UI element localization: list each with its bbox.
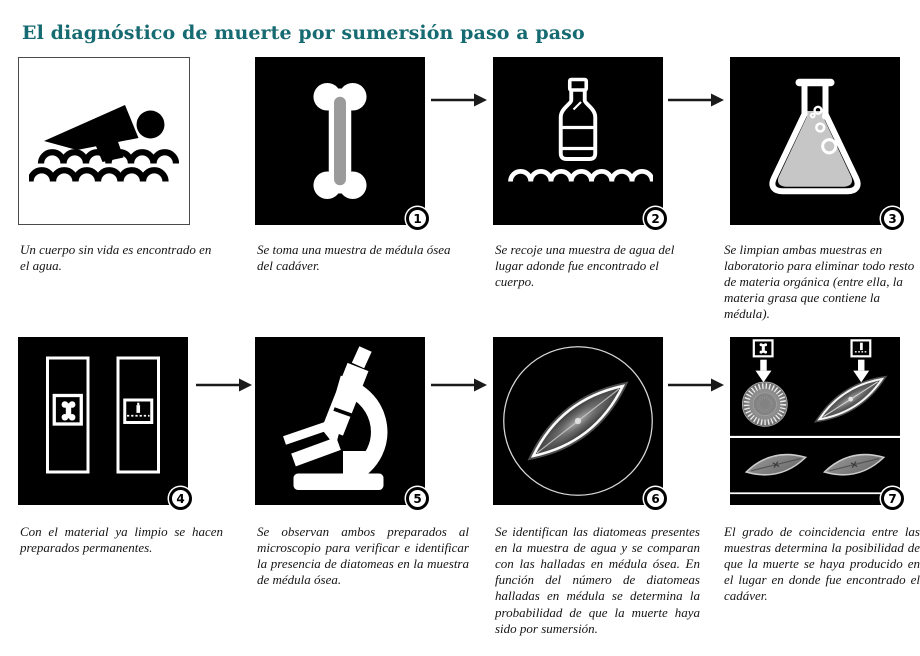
diatom-microscope-view-icon <box>498 342 658 500</box>
step-number-badge: 5 <box>406 487 429 510</box>
panel-lab-flask <box>730 57 900 225</box>
diatom-comparison-icon <box>730 337 900 505</box>
flask-icon <box>740 66 890 216</box>
step-number-badge: 7 <box>881 487 904 510</box>
caption-microscope: Se observan ambos preparados al microscopio para verificar e identificar la presencia de diatomeas en la muestra de médula ósea. <box>257 524 469 588</box>
flow-arrow-step3 <box>667 90 725 110</box>
caption-lab-flask: Se limpian ambas muestras en laboratorio para eliminar todo resto de materia orgánica (entre ella, la materia grasa que contiene la médula). <box>724 242 915 322</box>
caption-diatom-view: Se identifican las diatomeas presentes en la muestra de agua y se comparan con las halladas en médula ósea. En función del número de diatomeas halladas en médula se determina la probabilidad de que la muerte haya sido por sumersión. <box>495 524 700 636</box>
step-number-badge: 1 <box>406 207 429 230</box>
panel-slides <box>18 337 188 505</box>
swimmer-icon <box>29 66 179 216</box>
step-number-badge: 6 <box>644 487 667 510</box>
water-sample-bottle-icon <box>503 66 653 216</box>
step-number-badge: 4 <box>169 487 192 510</box>
panel-diatom-comparison <box>730 337 900 505</box>
bone-icon <box>265 66 415 216</box>
caption-bone-sample: Se toma una muestra de médula ósea del cadáver. <box>257 242 451 274</box>
caption-water-sample: Se recoje una muestra de agua del lugar adonde fue encontrado el cuerpo. <box>495 242 675 290</box>
flow-arrow-step2 <box>430 90 488 110</box>
flow-arrow-step5 <box>195 375 253 395</box>
flow-arrow-step6 <box>430 375 488 395</box>
caption-body-found: Un cuerpo sin vida es encontrado en el agua. <box>20 242 212 274</box>
microscope-icon <box>265 346 415 496</box>
microscope-slides-icon <box>28 346 178 496</box>
panel-diatom-view <box>493 337 663 505</box>
caption-diatom-comparison: El grado de coincidencia entre las muestras determina la posibilidad de que la muerte se haya producido en el lugar en donde fue encontrado el cadáver. <box>724 524 920 604</box>
panel-water-sample <box>493 57 663 225</box>
step-number-badge: 3 <box>881 207 904 230</box>
panel-body-found <box>18 57 190 225</box>
page-title: El diagnóstico de muerte por sumersión paso a paso <box>22 21 585 44</box>
panel-bone-sample <box>255 57 425 225</box>
step-number-badge: 2 <box>644 207 667 230</box>
caption-slides: Con el material ya limpio se hacen preparados permanentes. <box>20 524 223 556</box>
flow-arrow-step7 <box>667 375 725 395</box>
panel-microscope <box>255 337 425 505</box>
